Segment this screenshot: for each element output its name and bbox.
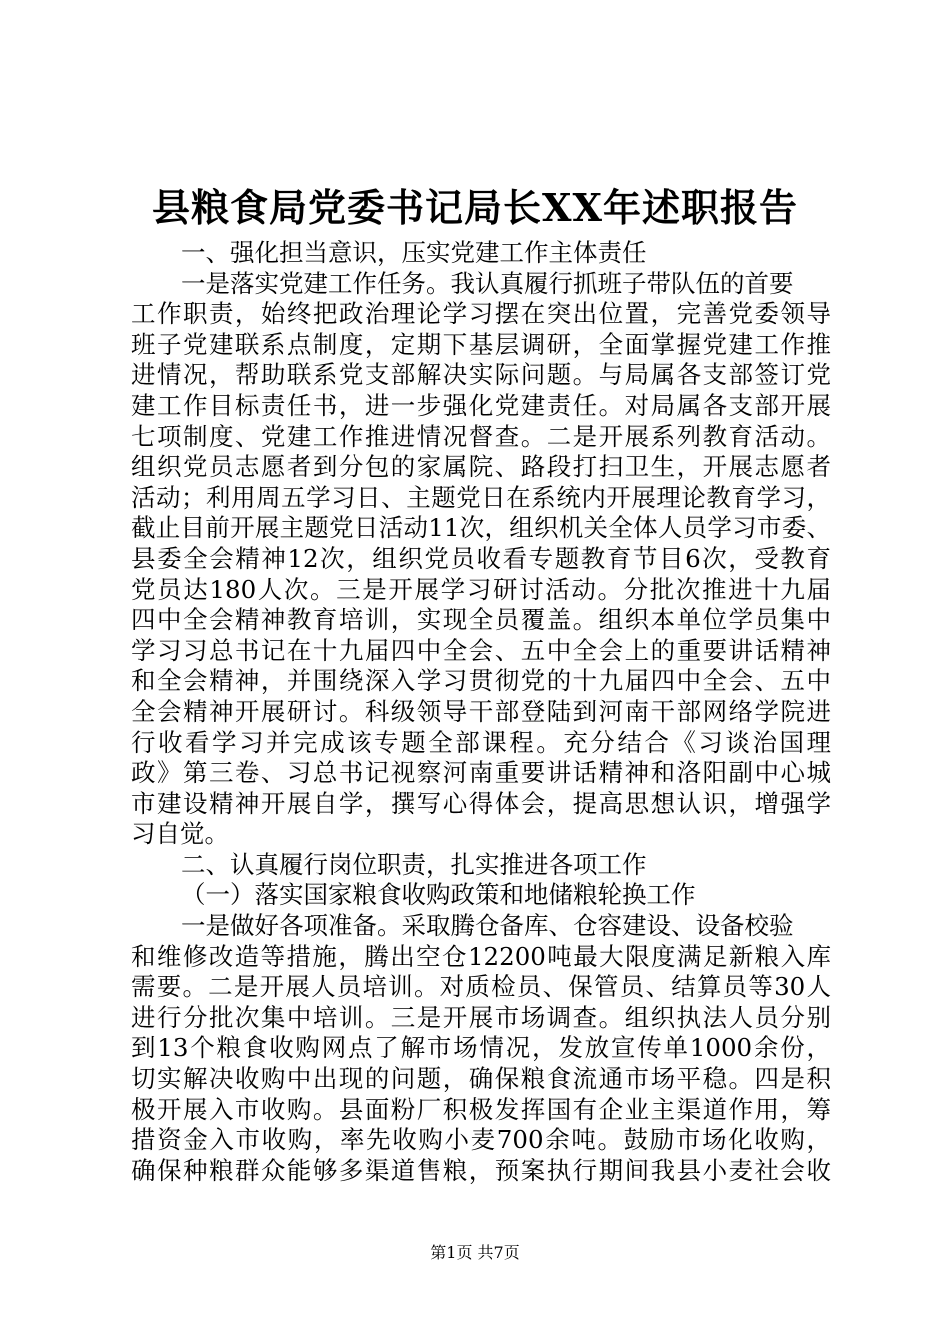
page-number-footer: 第1页 共7页 [430,1243,520,1262]
paragraph-line: 需要。二是开展人员培训。对质检员、保管员、结算员等30人 [131,972,831,1002]
paragraph-line: 进行分批次集中培训。三是开展市场调查。组织执法人员分别 [131,1002,831,1032]
paragraph-line: 进情况，帮助联系党支部解决实际问题。与局属各支部签订党 [131,360,831,390]
paragraph-line: 县委全会精神12次，组织党员收看专题教育节目6次，受教育 [131,543,831,573]
section-heading: 一、强化担当意识，压实党建工作主体责任 [181,238,647,267]
paragraph-line: 习自觉。 [131,819,229,849]
paragraph-line: 市建设精神开展自学，撰写心得体会，提高思想认识，增强学 [131,788,831,818]
paragraph-line: 一是做好各项准备。采取腾仓备库、仓容建设、设备校验 [181,911,794,941]
paragraph-line: 切实解决收购中出现的问题，确保粮食流通市场平稳。四是积 [131,1064,831,1094]
paragraph-line: 行收看学习并完成该专题全部课程。充分结合《习谈治国理 [131,727,831,757]
document-title: 县粮食局党委书记局长XX年述职报告 [152,185,798,230]
paragraph-line: 班子党建联系点制度，定期下基层调研，全面掌握党建工作推 [131,329,831,359]
paragraph-line: 组织党员志愿者到分包的家属院、路段打扫卫生，开展志愿者 [131,452,831,482]
paragraph-line: 确保种粮群众能够多渠道售粮，预案执行期间我县小麦社会收 [131,1155,831,1185]
paragraph-line: 活动；利用周五学习日、主题党日在系统内开展理论教育学习， [131,482,831,512]
paragraph-line: 和全会精神，并围绕深入学习贯彻党的十九届四中全会、五中 [131,666,831,696]
section-heading: 二、认真履行岗位职责，扎实推进各项工作 [181,849,647,879]
paragraph-line: 极开展入市收购。县面粉厂积极发挥国有企业主渠道作用，筹 [131,1094,831,1124]
paragraph-line: 四中全会精神教育培训，实现全员覆盖。组织本单位学员集中 [131,605,831,635]
paragraph-line: 一是落实党建工作任务。我认真履行抓班子带队伍的首要 [181,268,794,298]
paragraph-line: 全会精神开展研讨。科级领导干部登陆到河南干部网络学院进 [131,696,831,726]
paragraph-line: 措资金入市收购，率先收购小麦700余吨。鼓励市场化收购， [131,1125,831,1155]
document-body [131,238,831,1186]
paragraph-line: 截止目前开展主题党日活动11次，组织机关全体人员学习市委、 [131,513,831,543]
paragraph-line: 建工作目标责任书，进一步强化党建责任。对局属各支部开展 [131,390,831,420]
paragraph-line: 七项制度、党建工作推进情况督查。二是开展系列教育活动。 [131,421,831,451]
paragraph-line: 工作职责，始终把政治理论学习摆在突出位置，完善党委领导 [131,299,831,329]
subsection-heading: （一）落实国家粮食收购政策和地储粮轮换工作 [181,880,696,910]
paragraph-line: 党员达180人次。三是开展学习研讨活动。分批次推进十九届 [131,574,831,604]
paragraph-line: 政》第三卷、习总书记视察河南重要讲话精神和洛阳副中心城 [131,758,831,788]
paragraph-line: 和维修改造等措施，腾出空仓12200吨最大限度满足新粮入库 [131,941,831,971]
paragraph-line: 学习习总书记在十九届四中全会、五中全会上的重要讲话精神 [131,635,831,665]
paragraph-line: 到13个粮食收购网点了解市场情况，发放宣传单1000余份， [131,1033,831,1063]
